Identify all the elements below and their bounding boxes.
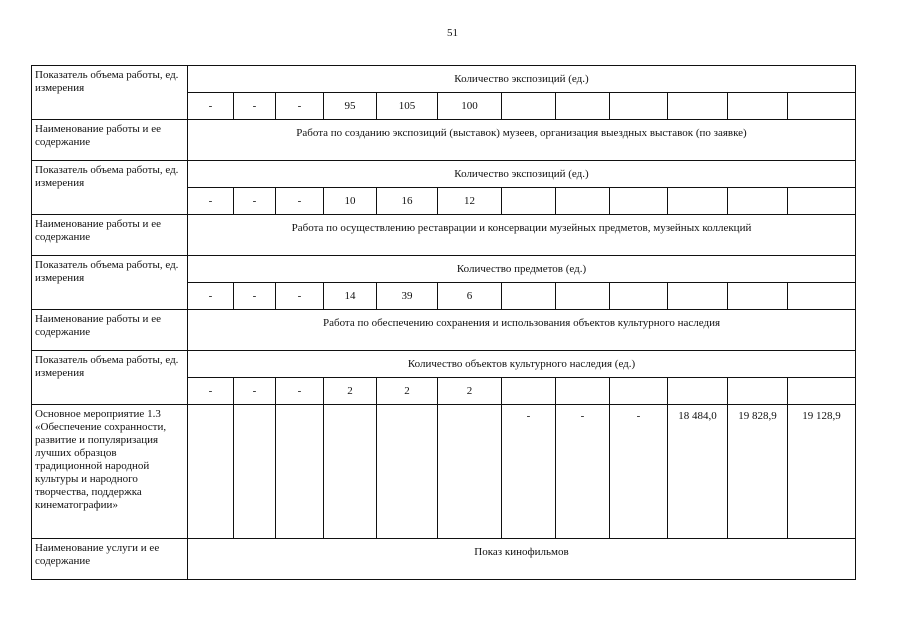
value-cell — [502, 283, 556, 310]
value-cell — [728, 188, 788, 215]
value-cell: 95 — [324, 93, 377, 120]
work-label: Наименование работы и ее содержание — [32, 120, 188, 161]
service-label: Наименование услуги и ее содержание — [32, 539, 188, 580]
value-cell — [728, 378, 788, 405]
value-cell: 2 — [438, 378, 502, 405]
indicator-label: Показатель объема работы, ед. измерения — [32, 256, 188, 310]
indicator-label: Показатель объема работы, ед. измерения — [32, 351, 188, 405]
value-cell: 39 — [377, 283, 438, 310]
value-cell: - — [188, 188, 234, 215]
value-cell — [610, 283, 668, 310]
indicator-label: Показатель объема работы, ед. измерения — [32, 66, 188, 120]
measure-value: 19 128,9 — [788, 405, 856, 539]
value-cell — [556, 378, 610, 405]
page-number: 51 — [447, 27, 458, 39]
value-cell — [788, 283, 856, 310]
value-cell — [610, 188, 668, 215]
value-cell — [502, 378, 556, 405]
measure-label: Основное мероприятие 1.3 «Обеспечение сохранности, развитие и популяризация лучших образцов традиционной народной культуры и народного творчества, поддержка кинематографии» — [32, 405, 188, 539]
work-label: Наименование работы и ее содержание — [32, 215, 188, 256]
measure-value — [276, 405, 324, 539]
measure-value — [234, 405, 276, 539]
value-cell: 16 — [377, 188, 438, 215]
value-cell — [502, 93, 556, 120]
value-cell — [728, 283, 788, 310]
value-cell — [788, 93, 856, 120]
program-table — [31, 65, 856, 580]
measure-value: 19 828,9 — [728, 405, 788, 539]
value-cell — [668, 188, 728, 215]
value-cell — [788, 378, 856, 405]
indicator-unit: Количество объектов культурного наследия (ед.) — [188, 351, 856, 378]
value-cell: 2 — [324, 378, 377, 405]
work-label: Наименование работы и ее содержание — [32, 310, 188, 351]
value-cell — [668, 93, 728, 120]
work-text: Работа по обеспечению сохранения и использования объектов культурного наследия — [188, 310, 856, 351]
indicator-unit: Количество предметов (ед.) — [188, 256, 856, 283]
value-cell: - — [276, 283, 324, 310]
value-cell — [502, 188, 556, 215]
value-cell: 6 — [438, 283, 502, 310]
value-cell — [610, 378, 668, 405]
indicator-label: Показатель объема работы, ед. измерения — [32, 161, 188, 215]
value-cell — [556, 93, 610, 120]
service-text: Показ кинофильмов — [188, 539, 856, 580]
value-cell: 100 — [438, 93, 502, 120]
value-cell: - — [234, 188, 276, 215]
value-cell: 2 — [377, 378, 438, 405]
value-cell: - — [234, 93, 276, 120]
indicator-unit: Количество экспозиций (ед.) — [188, 66, 856, 93]
value-cell: - — [188, 93, 234, 120]
value-cell — [610, 93, 668, 120]
value-cell: - — [234, 283, 276, 310]
measure-value — [188, 405, 234, 539]
value-cell — [788, 188, 856, 215]
value-cell: - — [234, 378, 276, 405]
measure-value — [377, 405, 438, 539]
value-cell: - — [276, 378, 324, 405]
measure-value — [324, 405, 377, 539]
value-cell — [556, 283, 610, 310]
value-cell — [668, 283, 728, 310]
value-cell — [556, 188, 610, 215]
value-cell: 14 — [324, 283, 377, 310]
measure-value: - — [502, 405, 556, 539]
value-cell: - — [276, 93, 324, 120]
value-cell: - — [276, 188, 324, 215]
measure-value: - — [556, 405, 610, 539]
measure-value: - — [610, 405, 668, 539]
value-cell: - — [188, 283, 234, 310]
measure-value: 18 484,0 — [668, 405, 728, 539]
value-cell: - — [188, 378, 234, 405]
value-cell — [728, 93, 788, 120]
value-cell: 105 — [377, 93, 438, 120]
measure-value — [438, 405, 502, 539]
work-text: Работа по осуществлению реставрации и консервации музейных предметов, музейных коллекций — [188, 215, 856, 256]
value-cell: 10 — [324, 188, 377, 215]
indicator-unit: Количество экспозиций (ед.) — [188, 161, 856, 188]
work-text: Работа по созданию экспозиций (выставок) музеев, организация выездных выставок (по заявке) — [188, 120, 856, 161]
value-cell: 12 — [438, 188, 502, 215]
value-cell — [668, 378, 728, 405]
